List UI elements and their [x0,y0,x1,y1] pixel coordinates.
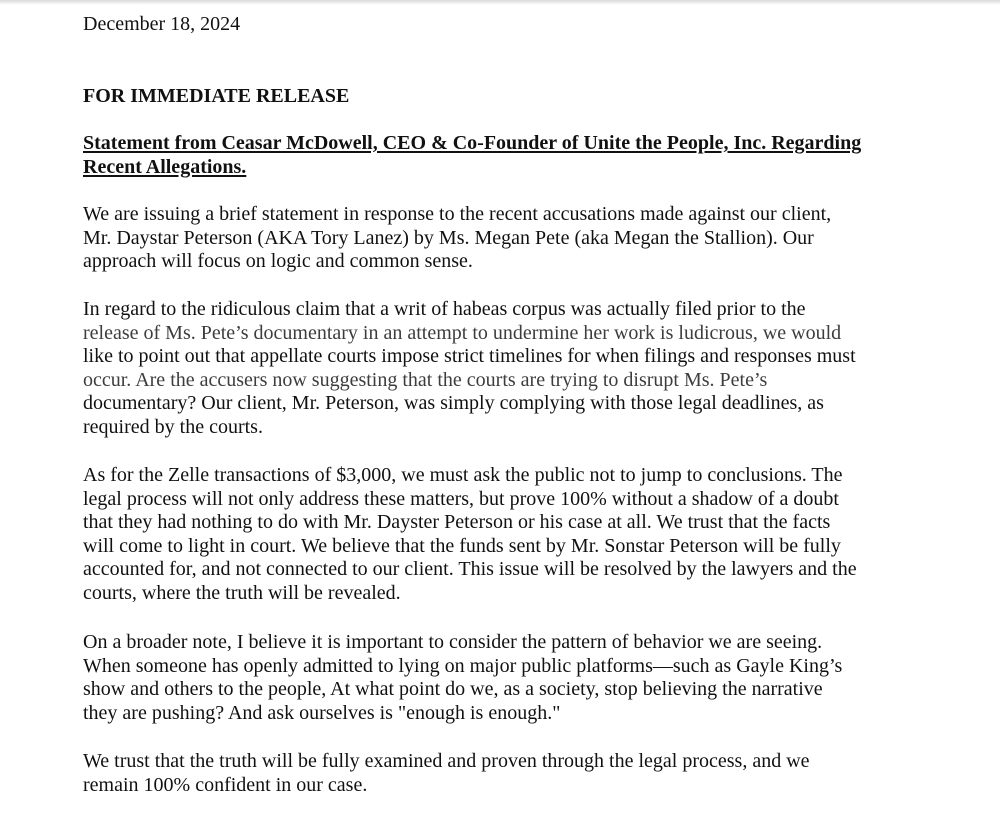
headline-line: Recent Allegations. [83,155,247,178]
paragraph-line: courts, where the truth will be revealed. [83,581,401,604]
paragraph-pattern-of-behavior [83,631,903,725]
paragraph-line: We are issuing a brief statement in response to the recent accusations made against our client, [83,203,832,225]
paragraph-line: will come to light in court. We believe that the funds sent by Mr. Sonstar Peterson will be fully [83,534,841,557]
paragraph-line: As for the Zelle transactions of $3,000, we must ask the public not to jump to conclusions. The [83,464,843,486]
paragraph-line: Mr. Daystar Peterson (AKA Tory Lanez) by Ms. Megan Pete (aka Megan the Stallion). Our [83,226,814,249]
paragraph-line: When someone has openly admitted to lying on major public platforms—such as Gayle King’s [83,654,843,677]
release-date: December 18, 2024 [83,13,241,35]
paragraph-line: that they had nothing to do with Mr. Dayster Peterson or his case at all. We trust that the facts [83,511,831,533]
press-release-document [83,0,913,817]
headline-line: Statement from Ceasar McDowell, CEO & Co-Founder of Unite the People, Inc. Regarding [83,132,862,154]
paragraph-intro [83,203,903,274]
paragraph-line: legal process will not only address these matters, but prove 100% without a shadow of a doubt [83,487,839,510]
paragraph-line: show and others to the people, At what point do we, as a society, stop believing the narrative [83,678,823,700]
paragraph-line: release of Ms. Pete’s documentary in an attempt to undermine her work is ludicrous, we would [83,321,842,344]
release-label: FOR IMMEDIATE RELEASE [83,85,350,107]
paragraph-habeas-corpus [83,298,903,439]
paragraph-line: In regard to the ridiculous claim that a writ of habeas corpus was actually filed prior to the [83,298,806,320]
paragraph-closing [83,750,903,797]
paragraph-line: approach will focus on logic and common sense. [83,250,473,272]
paragraph-line: accounted for, and not connected to our client. This issue will be resolved by the lawyers and the [83,558,857,580]
paragraph-line: like to point out that appellate courts impose strict timelines for when filings and responses must [83,345,856,367]
paragraph-zelle-transactions [83,464,903,605]
statement-headline [83,132,903,179]
paragraph-line: We trust that the truth will be fully examined and proven through the legal process, and we [83,750,810,772]
paragraph-line: remain 100% confident in our case. [83,773,368,796]
paragraph-line: occur. Are the accusers now suggesting that the courts are trying to disrupt Ms. Pete’s [83,368,768,391]
paragraph-line: they are pushing? And ask ourselves is "enough is enough." [83,701,561,724]
paragraph-line: required by the courts. [83,415,263,438]
paragraph-line: documentary? Our client, Mr. Peterson, was simply complying with those legal deadlines, as [83,392,824,414]
paragraph-line: On a broader note, I believe it is important to consider the pattern of behavior we are seeing. [83,631,823,653]
